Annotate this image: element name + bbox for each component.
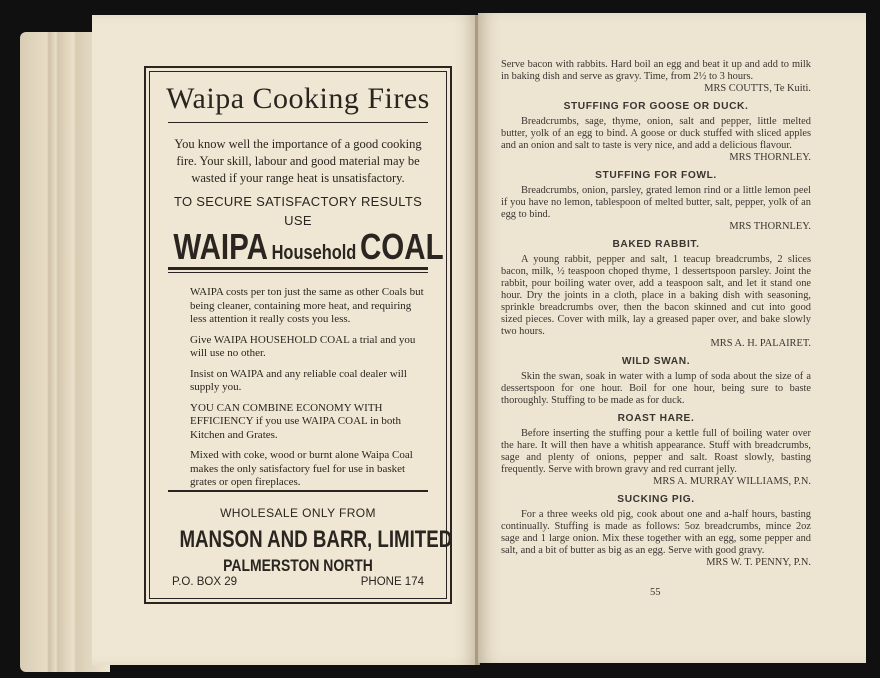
recipe-text: Serve bacon with rabbits. Hard boil an egg and beat it up and add to milk in baking dish and serve as gravy. Time, from 2½ to 3 hours. — [501, 59, 811, 82]
ad-paragraph: Insist on WAIPA and any reliable coal dealer will supply you. — [190, 367, 407, 393]
po-box: P.O. BOX 29 — [172, 576, 237, 588]
recipe-signature: MRS THORNLEY. — [729, 221, 811, 232]
company-name: MANSON AND BARR, LIMITED — [179, 526, 453, 553]
ad-secure-text — [146, 192, 450, 230]
recipe-text: Skin the swan, soak in water with a lump of soda about the size of a dessertspoon for one hour. Boil for one hour, being sure to baste thoroughly. Stuffing to be made as for duck. — [501, 371, 811, 406]
secure-line-1: TO SECURE SATISFACTORY RESULTS — [173, 194, 423, 209]
recipe-signature: MRS A. H. PALAIRET. — [710, 338, 811, 349]
company-city: PALMERSTON NORTH — [223, 556, 373, 575]
recipe-text: A young rabbit, pepper and salt, 1 teacup breadcrumbs, 2 slices bacon, milk, ½ teaspoon choped thyme, 1 dessertspoon parsley. Joint the rabbit, pour boiling water over, add a teaspoon salt, and let it stand one hour. Dry the joints in a cloth, place in a baking dish with seasoning, sprinkle breadcrumbs over, then the bacon skinned and cut into good sized pieces. Cover with milk, lay a greased paper over, and bake slowly two hours. — [501, 254, 811, 337]
ad-title: Waipa Cooking Fires — [166, 82, 430, 115]
ad-intro: You know well the importance of a good cooking fire. Your skill, labour and good material may be wasted if your range heat is unsatisfactory. — [174, 137, 422, 185]
ad-body — [190, 286, 428, 497]
brand-rule-thin — [168, 272, 428, 273]
recipe-title: ROAST HARE. — [617, 413, 695, 424]
recipe-signature: MRS THORNLEY. — [729, 152, 811, 163]
page-number: 55 — [650, 587, 661, 598]
recipe-signature: MRS COUTTS, Te Kuiti. — [704, 83, 811, 94]
recipe-title: WILD SWAN. — [621, 356, 691, 367]
brand-rule-thick — [168, 267, 428, 270]
coal-advertisement — [144, 66, 452, 604]
recipe-title: BAKED RABBIT. — [612, 239, 700, 250]
recipe-signature: MRS W. T. PENNY, P.N. — [706, 557, 811, 568]
brand-waipa: WAIPA — [173, 226, 268, 267]
secure-line-2: USE — [284, 213, 312, 228]
brand-household: Household — [271, 242, 357, 264]
ad-paragraph: Mixed with coke, wood or burnt alone Waipa Coal makes the only satisfactory fuel for use in basket grates or open fireplaces. — [190, 449, 413, 488]
footer-rule — [168, 490, 428, 492]
recipe-column — [501, 59, 811, 569]
recipe-title: STUFFING FOR GOOSE OR DUCK. — [563, 101, 749, 112]
wholesale-line: WHOLESALE ONLY FROM — [220, 506, 376, 520]
ad-paragraph: WAIPA costs per ton just the same as other Coals but being cleaner, containing more heat, and requiring less attention it really costs you less. — [190, 286, 424, 325]
phone-number: PHONE 174 — [360, 576, 424, 588]
recipe-text: Breadcrumbs, sage, thyme, onion, salt and pepper, little melted butter, yolk of an egg to bind. A goose or duck stuffed with sliced apples and an onion and salt to taste is very nice, and add a delicious flavour. — [501, 116, 811, 151]
recipe-text: Breadcrumbs, onion, parsley, grated lemon rind or a little lemon peel if you have no lemon, tablespoon of melted butter, salt, pepper, yolk of an egg to bind. — [501, 185, 811, 220]
recipe-text: For a three weeks old pig, cook about one and a-half hours, basting continually. Stuffing is made as follows: 5oz breadcrumbs, mince 2oz sage and 1 large onion. Mix these together with an egg, some pepper and salt, and a bit of butter as big as an egg. Serve with good gravy. — [501, 509, 811, 556]
brand-coal: COAL — [359, 226, 444, 267]
title-rule — [168, 122, 428, 123]
recipe-title: SUCKING PIG. — [617, 494, 695, 505]
ad-paragraph: YOU CAN COMBINE ECONOMY WITH EFFICIENCY if you use WAIPA COAL in both Kitchen and Grates. — [190, 401, 401, 441]
recipe-title: STUFFING FOR FOWL. — [595, 170, 717, 181]
recipe-signature: MRS A. MURRAY WILLIAMS, P.N. — [653, 476, 811, 487]
ad-paragraph: Give WAIPA HOUSEHOLD COAL a trial and you will use no other. — [190, 333, 416, 359]
recipe-text: Before inserting the stuffing pour a kettle full of boiling water over the hare. It will then have a whitish appearance. Stuff with breadcrumbs, sage and plenty of onions, pepper and salt. Roast slowly, basting frequently. Serve with brown gravy and red currant jelly. — [501, 428, 811, 475]
brand-headline — [173, 226, 444, 268]
